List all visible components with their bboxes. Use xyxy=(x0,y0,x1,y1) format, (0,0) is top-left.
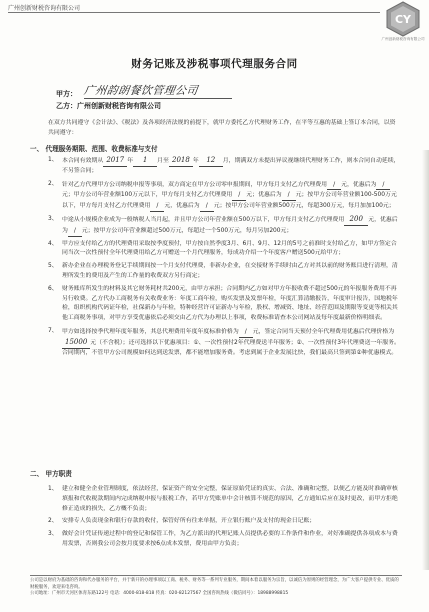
list-item: 7、 甲方如选择按季代理年度年服务，其总代理费用年度年度标准价格为 / 元，签定合同当天预付全年代理费用优惠后代理价格为15000 元（不含税）；还可选择以下优惠项目：①、一次性预付2年代理费送半年服务；②、一次性预付3年代理费送一年服务。合同期内，不管甲方公司规模如何达到送发票，都不能增加服务费。考虑到属于企业发展比快，我们最高只签到第②种优惠模式。 xyxy=(48,327,400,356)
filled-fee: 200 xyxy=(344,215,368,226)
footer xyxy=(30,578,402,598)
party-b-row xyxy=(56,101,161,111)
list-item: 3、 做好会计凭证传递过程中的登记和保管工作，为乙方派出的代理记账人员提供必要的工作条件和作业，对好准确提供各项成本与费用发票，否则我公司会按月度要求按6点成本发票，费用由甲方负责； xyxy=(48,531,398,547)
filled-month-end: 12 xyxy=(199,156,223,167)
list-item: 2、 安排专人负责现金和银行存款的收付，保管好所有往来单据，开立银行账户及支付的现金日记账； xyxy=(48,518,316,525)
section-2-list xyxy=(48,485,400,553)
footer-intro: 公司是以财府为基础的咨询和代办服务的平台，并于新开的办理事项以工商、税务、财务等一系列专业服务，期间本着以服务为宗旨，以诚信为原则的经营理念，为广大客户提供专业、优质的财税服务，欢迎来电咨询。 xyxy=(30,578,399,590)
filled-year-end: 2018 xyxy=(169,156,193,167)
footer-divider xyxy=(30,575,402,576)
party-a-label: 甲方： xyxy=(56,90,77,98)
party-a-underline xyxy=(84,98,232,99)
list-item: 1、 建立和健全企业管理制度，依法经营，保证资产的安全完整，保证原始凭证的真实、合法、准确和完整，以便乙方能及时准确审核填报和代收税款期间内完成纳税申报与报税工作，若甲方凭账单中会计核算不规范的原因，乙方通知后应在及时更改，而甲方拒绝修正造成的损失，乙方概不负责； xyxy=(48,486,398,512)
intro-paragraph: 在双方共同遵守《会计法》、《税法》及各项经济法规的前提下，就甲方委托乙方代理财务工作，在平等互惠的基础上签订本合同，以资共同遵守： xyxy=(48,120,396,136)
section-2-title: 二、 甲方职责 xyxy=(30,470,72,478)
contract-title: 财务记账及涉税事项代理服务合同 xyxy=(131,58,298,70)
header-divider xyxy=(8,12,380,13)
list-item: 5、 新办企业在办理税务登记手续期间按一个月支付代理费，非新办企业，在交接财务手续时由乙方对其以前的财务账目进行清理，清理所发生的费用及产生的工作量的收费双方另行商定； xyxy=(48,263,398,279)
section-1-title: 一、 代理服务期限、范围、收费标准与支付 xyxy=(30,145,158,153)
filled-year-start: 2017 xyxy=(103,156,127,167)
header-company-name: 广州创新财税咨询有限公司 xyxy=(8,5,81,12)
footer-contact: 公司地址：广州市天河区体育东路122号 电话：4000-818-818 传真：020-82127567 全国咨询热线（微信同号）：18988998815 xyxy=(30,591,289,597)
list-item: 6、 财务账库所发生的材料及其它财务耗材共200元，由甲方承担；合同期内乙方如对甲方年报收费不超过500元的年报服务费用不再另行收费。乙方代办工商税务有关收费业务：年度工商年检，购买发票及发票年检，年度汇算清缴报告，年度审计报告，国地税年检，组织机构代码证年检，社保新办与年检，特种经营许可证新办与年检，股权、增减资、地址、经营范围及期限等变更等相关其他工商税务事项，对甲方享受优惠依后必须交由乙方代为办理以上事项，收费标准请查本公司网站及每年度最新价格明细表。 xyxy=(48,285,398,322)
list-item: 2、 针对乙方代理甲方公司纳税申报等事项，双方商定在甲方公司零申报期间，甲方每月支付乙方代理费用 / 元，优惠后为 /元；甲方公司年营业额100万元以下，甲方每月支付乙方代理费用 / 元；优惠后为 / 元；按甲方公司年营业额100-500万元以下，甲方每月支付乙方代理费用 / 元，优惠后为 / 元；按甲方公司年营业额500万元，每超300万元，每月加加100元； xyxy=(48,180,400,212)
filled-annual-fee: 15000 xyxy=(62,338,90,349)
company-logo-icon xyxy=(385,1,421,37)
party-b-value: 广州创新财税咨询有限公司 xyxy=(77,102,161,110)
section-1-list xyxy=(48,156,400,361)
filled-month-start: 1 xyxy=(133,156,157,167)
party-b-label: 乙方： xyxy=(56,102,77,110)
party-a-row xyxy=(56,89,77,99)
list-item: 3、 中途从小规模企业成为一般纳税人当月起，并且甲方公司年营业额在500万以下，甲方每月支付乙方代理费用 200 元，优惠后为 / 元；按甲方公司年营业额超过500万元，每超过一个500万元，每月另加200元； xyxy=(48,215,400,237)
logo-text: CY xyxy=(394,13,412,26)
party-a-handwritten-name: 广州韵朗餐饮管理公司 xyxy=(83,84,199,97)
logo-subtitle: 广州创新财税咨询有限公司 xyxy=(381,37,425,41)
list-item: 1、 本合同有效期从 2017 年 1 月至 2018 年 12 月，期满双方未提出异议视继续代理财务工作，则本合同自动延续，不另签合同； xyxy=(48,156,400,174)
page-edge-shadow xyxy=(422,150,429,570)
list-item: 4、 甲方应支付给乙方的代理费用采取按季度预付，甲方按自然季度3月、6月、9月、12月的5号之前准时支付给乙方，如甲方签定合同当次一次性预付全年代理费用给乙方可赠送一个月代理服务，每成功介绍一个年度客户赠送500元给甲方； xyxy=(48,240,397,257)
